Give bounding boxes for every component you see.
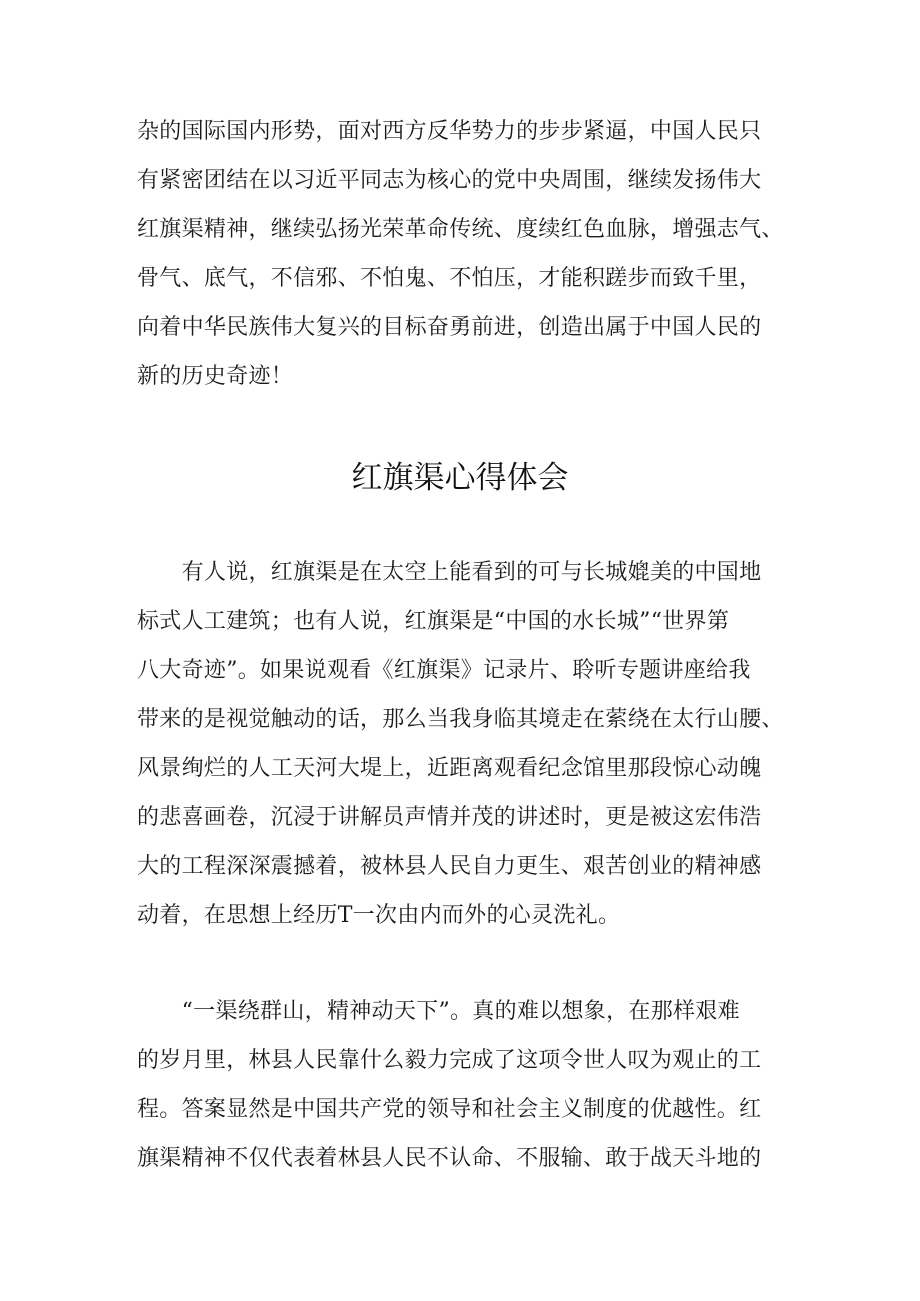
text-line: 向着中华民族伟大复兴的目标奋勇前进，创造出属于中国人民的 (137, 315, 762, 340)
text-line: 有人说，红旗渠是在太空上能看到的可与长城媲美的中国地 (137, 560, 762, 585)
text-line: 风景绚烂的人工天河大堤上，近距离观看纪念馆里那段惊心动魄 (137, 756, 762, 781)
text-line: 杂的国际国内形势，面对西方反华势力的步步紧逼，中国人民只 (137, 119, 762, 144)
text-line: 大的工程深深震撼着，被林县人民自力更生、艰苦创业的精神感 (137, 854, 762, 879)
text-line: 有紧密团结在以习近平同志为核心的党中央周围，继续发扬伟大 (137, 168, 762, 193)
text-line: 的岁月里，林县人民靠什么毅力完成了这项令世人叹为观止的工 (137, 1048, 762, 1073)
paragraph-body (137, 987, 797, 1183)
text-line: 带来的是视觉触动的话，那么当我身临其境走在萦绕在太行山腰、 (137, 707, 784, 732)
text-line: 标式人工建筑；也有人说，红旗渠是“中国的水长城”“世界第 (137, 609, 730, 634)
text-line: 八大奇迹”。如果说观看《红旗渠》记录片、聆听专题讲座给我 (137, 658, 751, 683)
text-line: 的悲喜画卷，沉浸于讲解员声情并茂的讲述时，更是被这宏伟浩 (137, 805, 762, 830)
section-title: 红旗渠心得体会 (351, 460, 569, 496)
text-line: “一渠绕群山，精神动天下”。真的难以想象，在那样艰难 (137, 999, 740, 1024)
text-line: 旗渠精神不仅代表着林县人民不认命、不服输、敢于战天斗地的 (137, 1146, 762, 1171)
text-line: 新的历史奇迹！ (137, 364, 294, 389)
paragraph-intro (137, 548, 797, 940)
text-line: 动着，在思想上经历T一次由内而外的心灵洗礼。 (137, 903, 621, 928)
text-line: 骨气、底气，不信邪、不怕鬼、不怕压，才能积蹉步而致千里， (137, 266, 762, 291)
text-line: 红旗渠精神，继续弘扬光荣革命传统、度续红色血脉，增强志气、 (137, 217, 784, 242)
paragraph-continued (137, 107, 797, 401)
text-line: 程。答案显然是中国共产党的领导和社会主义制度的优越性。红 (137, 1097, 762, 1122)
